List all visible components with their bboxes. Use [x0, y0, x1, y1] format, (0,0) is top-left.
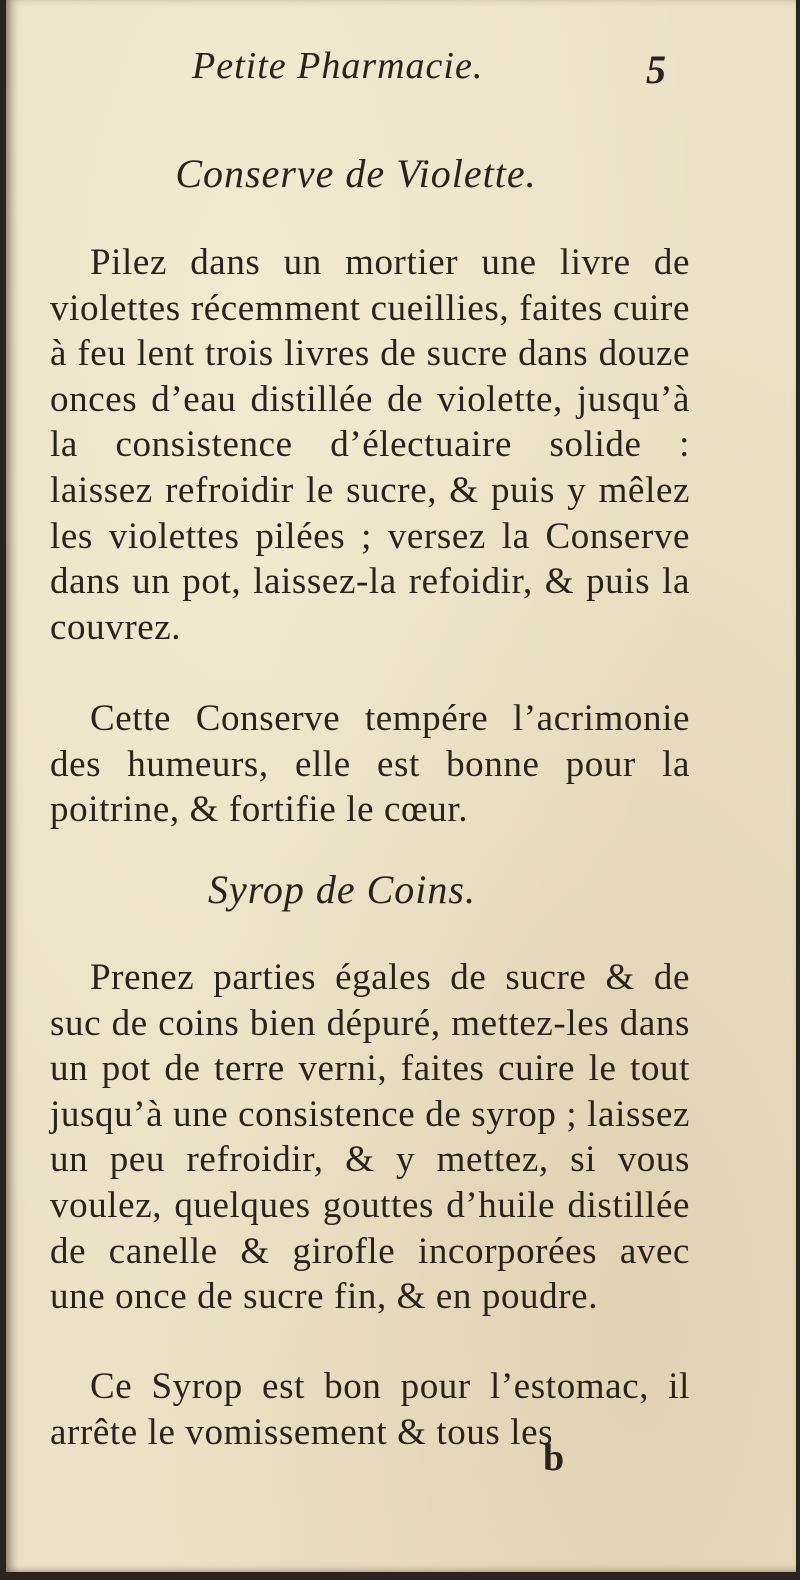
- signature-mark: b: [543, 1437, 565, 1479]
- section-title-syrop: Syrop de Coins.: [208, 867, 476, 912]
- section-title-conserve: Conserve de Violette.: [175, 151, 537, 196]
- usage-paragraph-conserve: Cette Conserve tempére l’acrimonie des humeurs, elle est bonne pour la poitrine, & fortifie le cœur.: [50, 698, 690, 831]
- recipe-paragraph-conserve: Pilez dans un mortier une livre de violettes récemment cueillies, faites cuire à feu lent trois livres de sucre dans douze onces d’eau distillée de violette, jusqu’à la consistence d’électuaire solide : laissez refroidir le sucre, & puis y mêlez les violettes pilées ; versez la Conserve dans un pot, laissez-la refoidir, & puis la couvrez.: [50, 242, 690, 648]
- usage-paragraph-syrop: Ce Syrop est bon pour l’estomac, il arrête le vomissement & tous les: [50, 1366, 690, 1453]
- recipe-paragraph-syrop: Prenez parties égales de sucre & de suc de coins bien dépuré, mettez-les dans un pot de terre verni, faites cuire le tout jusqu’à une consistence de syrop ; laissez un peu refroidir, & y mettez, si vous voulez, quelques gouttes d’huile distillée de canelle & girofle incorporées avec une once de sucre fin, & en poudre.: [50, 957, 690, 1318]
- running-title: Petite Pharmacie.: [192, 45, 484, 87]
- page-number: 5: [646, 47, 666, 92]
- book-page: [6, 0, 796, 1572]
- running-head: [6, 44, 796, 104]
